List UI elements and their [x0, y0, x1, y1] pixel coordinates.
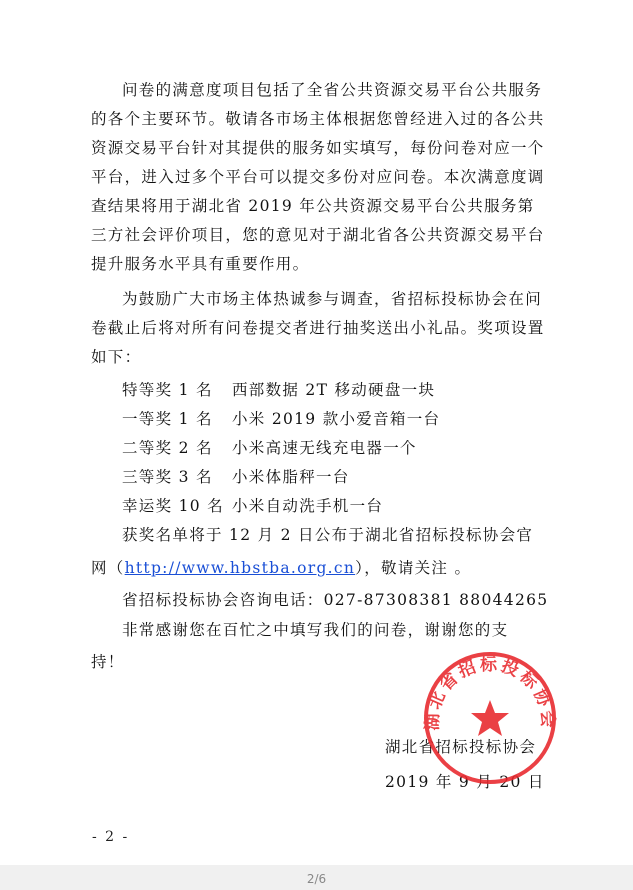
signature-date: 2019 年 9 月 20 日 — [385, 773, 545, 791]
prize-name: 三等奖 3 名 — [122, 468, 213, 486]
prize-item — [122, 436, 417, 458]
announce-line-2 — [91, 556, 471, 578]
prize-reward: 小米 2019 款小爱音箱一台 — [232, 410, 441, 428]
official-seal — [422, 650, 558, 786]
announce-line-1: 获奖名单将于 12 月 2 日公布于湖北省招标投标协会官 — [122, 526, 534, 544]
prize-reward: 小米自动洗手机一台 — [232, 497, 384, 515]
announce-prefix: 网（ — [91, 559, 125, 577]
seal-star-icon — [471, 700, 509, 736]
prize-name: 二等奖 2 名 — [122, 439, 213, 457]
page-number: - 2 - — [92, 829, 130, 845]
website-link[interactable]: http://www.hbstba.org.cn — [124, 559, 356, 577]
seal-text: 湖北省招标投标协会 — [422, 655, 558, 731]
prize-name: 特等奖 1 名 — [122, 381, 213, 399]
prize-item — [122, 465, 350, 487]
prize-reward: 西部数据 2T 移动硬盘一块 — [232, 381, 436, 399]
contact-phone-line: 省招标投标协会咨询电话：027-87308381 88044265 — [122, 591, 549, 609]
prize-name: 一等奖 1 名 — [122, 410, 213, 428]
prize-reward: 小米高速无线充电器一个 — [232, 439, 417, 457]
announce-suffix: ），敬请关注 。 — [355, 559, 472, 577]
viewer-page-indicator: 2/6 — [306, 872, 327, 886]
prize-item — [122, 494, 383, 516]
thanks-line-2: 持！ — [91, 653, 125, 671]
prize-intro-paragraph: 为鼓励广大市场主体热诚参与调查，省招标投标协会在问卷截止后将对所有问卷提交者进行抽奖送出小礼品。奖项设置如下： — [91, 290, 545, 366]
prize-item — [122, 378, 435, 400]
thanks-line-1: 非常感谢您在百忙之中填写我们的问卷，谢谢您的支 — [122, 621, 509, 639]
prize-item — [122, 407, 440, 429]
signature-org: 湖北省招标投标协会 — [385, 738, 537, 756]
prize-reward: 小米体脂秤一台 — [232, 468, 350, 486]
prize-name: 幸运奖 10 名 — [122, 497, 224, 515]
intro-paragraph: 问卷的满意度项目包括了全省公共资源交易平台公共服务的各个主要环节。敬请各市场主体根据您曾经进入过的各公共资源交易平台针对其提供的服务如实填写，每份问卷对应一个平台，进入过多个平台可以提交多份对应问卷。本次满意度调查结果将用于湖北省 2019 年公共资源交易平台公共服务第三方社会评价项目，您的意见对于湖北省各公共资源交易平台提升服务水平具有重要作用。 — [91, 81, 545, 273]
